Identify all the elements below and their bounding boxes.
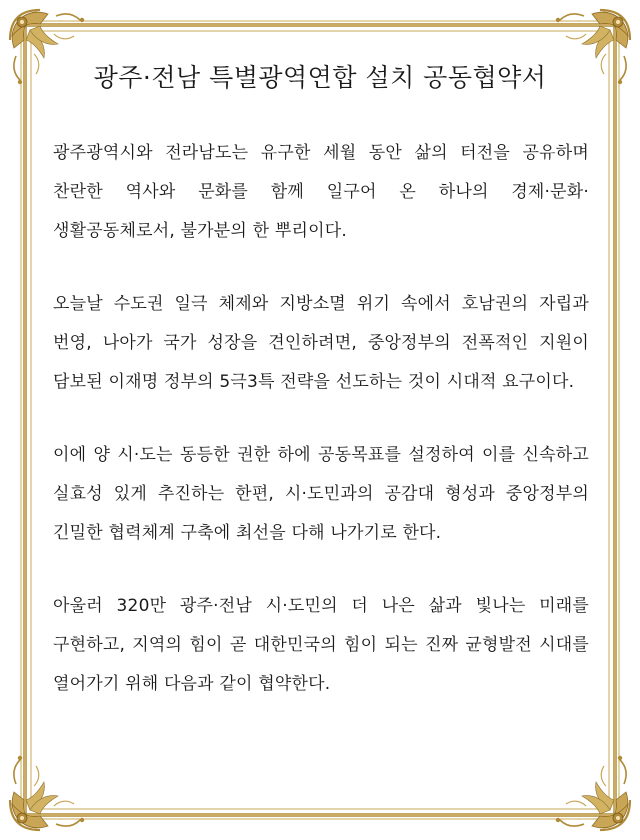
paragraph-4: 아울러 320만 광주·전남 시·도민의 더 나은 삶과 빛나는 미래를 구현하고, 지역의 힘이 곧 대한민국의 힘이 되는 진짜 균형발전 시대를 열어가기 위해 다음과 같이 협약한다. bbox=[53, 596, 589, 694]
paragraph-2: 오늘날 수도권 일극 체제와 지방소멸 위기 속에서 호남권의 자립과 번영, 나아가 국가 성장을 견인하려면, 중앙정부의 전폭적인 지원이 담보된 이재명 정부의 5극3특 전략을 선도하는 것이 시대적 요구이다. bbox=[53, 294, 589, 392]
document-body bbox=[53, 134, 589, 738]
paragraph-3: 이에 양 시·도는 동등한 권한 하에 공동목표를 설정하여 이를 신속하고 실효성 있게 추진하는 한편, 시·도민과의 공감대 형성과 중앙정부의 긴밀한 협력체계 구축에 최선을 다해 나가기로 한다. bbox=[53, 445, 589, 543]
document-title: 광주·전남 특별광역연합 설치 공동협약서 bbox=[93, 63, 547, 92]
paragraph-1: 광주광역시와 전라남도는 유구한 세월 동안 삶의 터전을 공유하며 찬란한 역사와 문화를 함께 일구어 온 하나의 경제·문화·생활공동체로서, 불가분의 한 뿌리이다. bbox=[53, 143, 589, 241]
